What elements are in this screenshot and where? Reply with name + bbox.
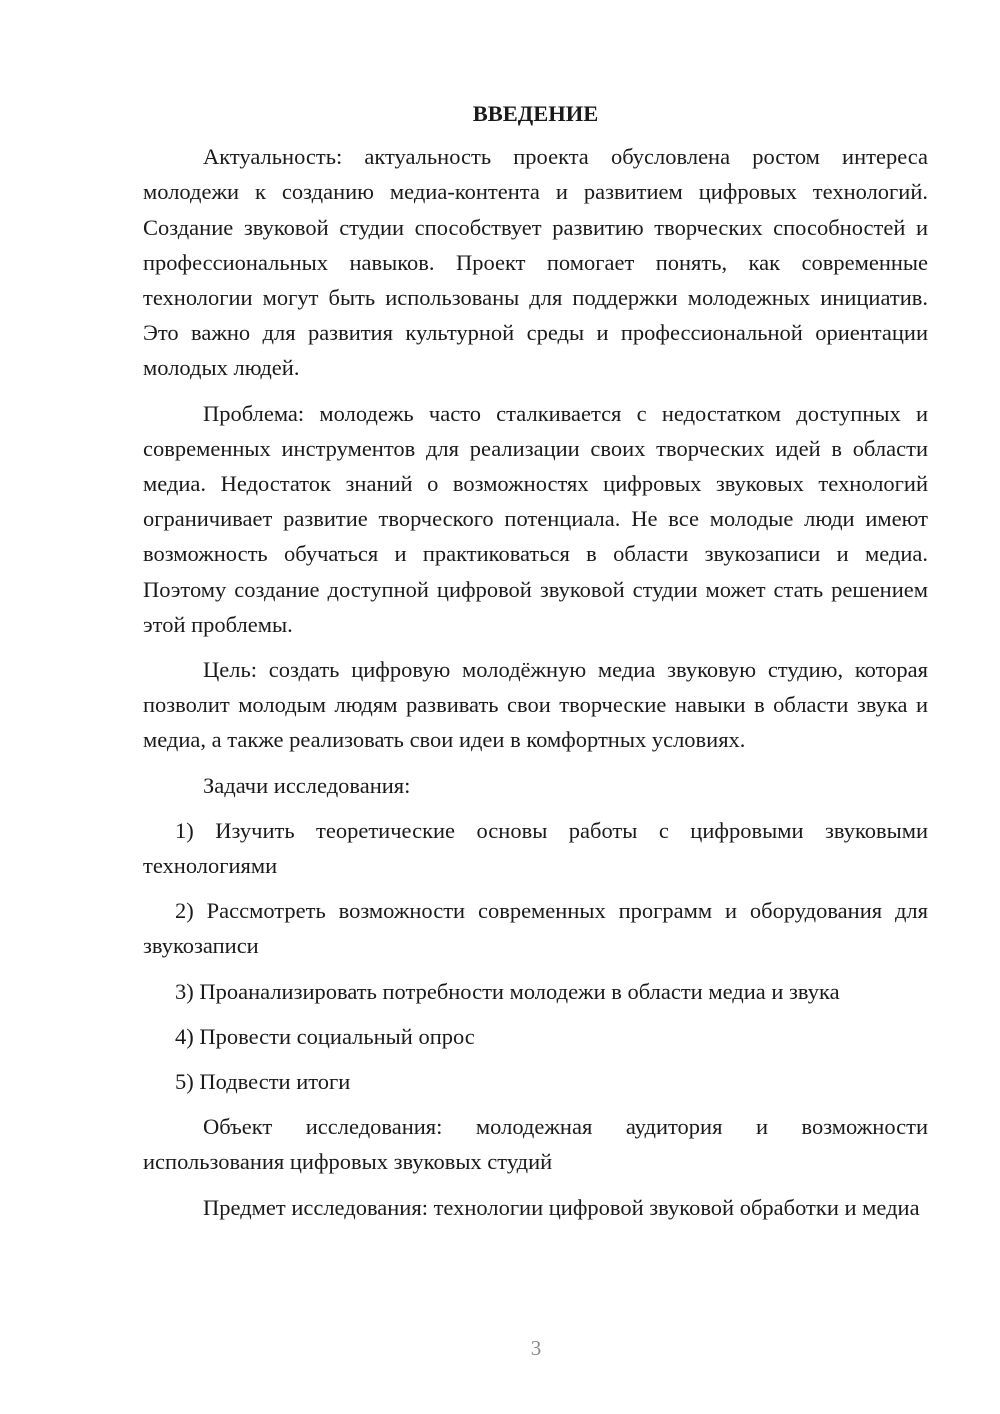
task-item-3: 3) Проанализировать потребности молодежи в области медиа и звука (175, 978, 840, 1004)
task-item-1: 1) Изучить теоретические основы работы с цифровыми звуковыми технологиями (143, 817, 928, 879)
document-page (143, 96, 928, 1235)
task-item-5: 5) Подвести итоги (175, 1069, 351, 1095)
section-heading: ВВЕДЕНИЕ (472, 101, 599, 126)
paragraph-subject: Предмет исследования: технологии цифровой звуковой обработки и медиа (203, 1194, 920, 1220)
paragraph-problem: Проблема: молодежь часто сталкивается с недостатком доступных и современных инструментов для реализации своих творческих идей в области медиа. Недостаток знаний о возможностях цифровых звуковых технологий ограничивает развитие творческого потенциала. Не все молодые люди имеют возможность обучаться и практиковаться в области звукозаписи и медиа. Поэтому создание доступной цифровой звуковой студии может стать решением этой проблемы. (143, 400, 928, 637)
page-number: 3 (530, 1336, 542, 1360)
task-item-4: 4) Провести социальный опрос (175, 1023, 475, 1049)
paragraph-goal: Цель: создать цифровую молодёжную медиа звуковую студию, которая позволит молодым людям развивать свои творческие навыки в области звука и медиа, а также реализовать свои идеи в комфортных условиях. (143, 657, 928, 753)
paragraph-relevance: Актуальность: актуальность проекта обусловлена ростом интереса молодежи к созданию медиа-контента и развитием цифровых технологий. Создание звуковой студии способствует развитию творческих способностей и профессиональных навыков. Проект помогает понять, как современные технологии могут быть использованы для поддержки молодежных инициатив. Это важно для развития культурной среды и профессиональной ориентации молодых людей. (143, 144, 928, 381)
task-item-2: 2) Рассмотреть возможности современных программ и оборудования для звукозаписи (143, 898, 928, 959)
tasks-heading: Задачи исследования: (203, 772, 411, 798)
paragraph-object: Объект исследования: молодежная аудитория и возможности использования цифровых звуковых студий (143, 1114, 928, 1175)
